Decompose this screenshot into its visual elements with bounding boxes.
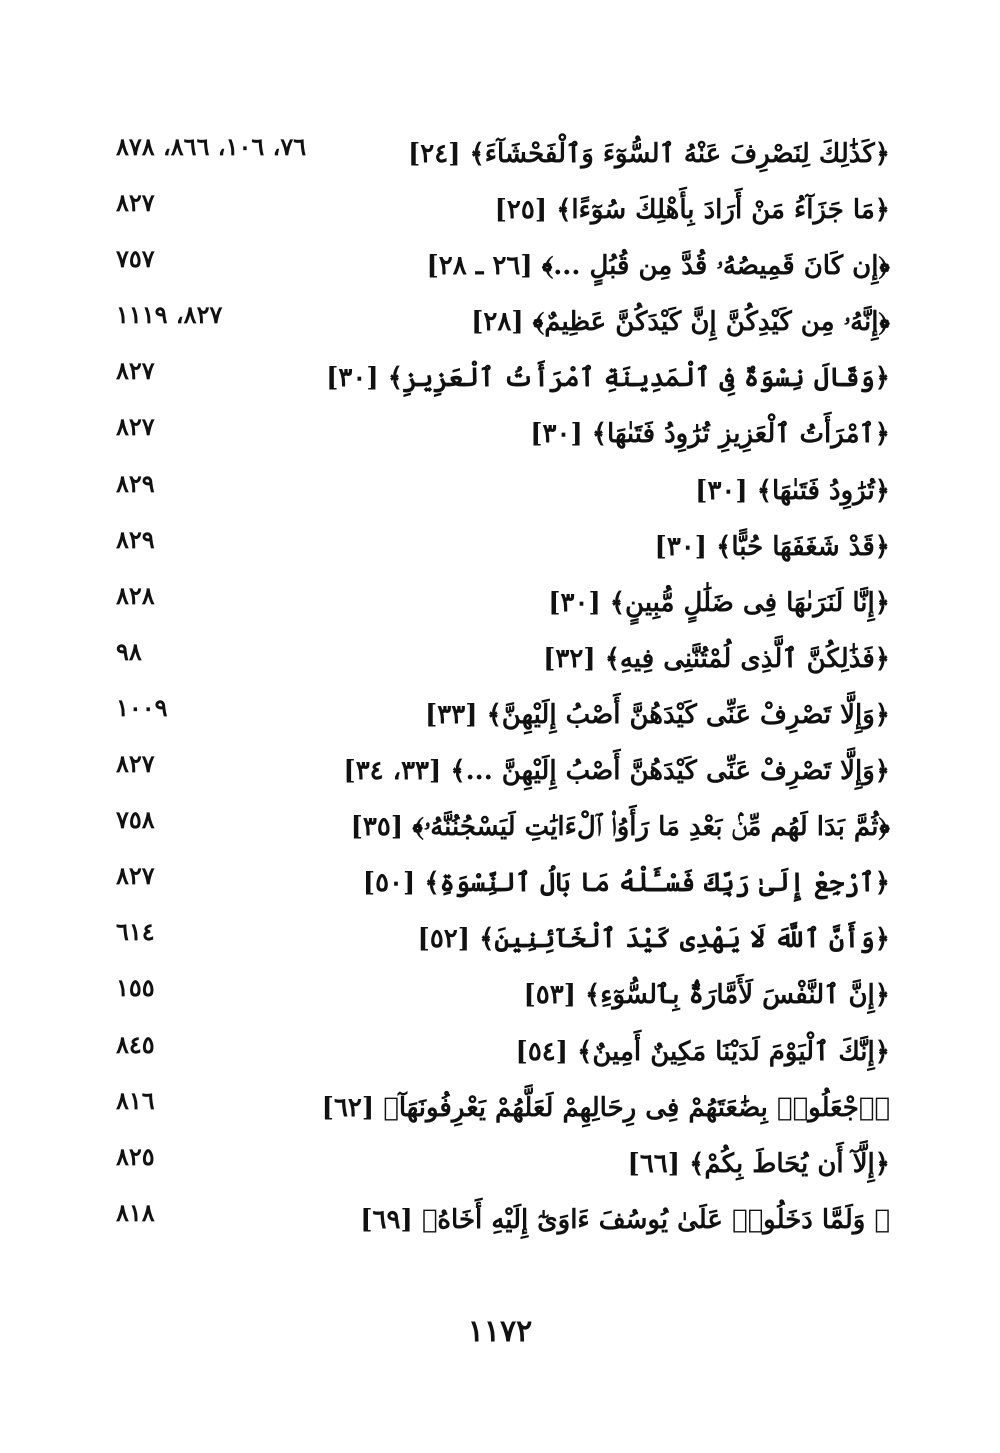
verse-text: ﴿ٱرْجِعْ إِلَىٰ رَبِّكَ فَسْـَٔلْهُ مَا بَالُ ٱلنِّسْوَةِ﴾ [٥٠] — [362, 868, 890, 899]
index-entry — [100, 465, 890, 521]
page-references: ٨٢٧ — [116, 861, 155, 891]
verse-text: ﴿وَأَنَّ ٱللَّهَ لَا يَهْدِى كَيْدَ ٱلْخَآئِنِينَ﴾ [٥٢] — [417, 924, 890, 955]
index-entry — [100, 1026, 890, 1082]
index-entry — [100, 1194, 890, 1250]
page-number: ١١٧٢ — [467, 1314, 533, 1349]
index-entry — [100, 633, 890, 689]
page-references: ٨١٦ — [116, 1085, 155, 1115]
verse-text: ﴿إِن كَانَ قَمِيصُهُۥ قُدَّ مِن قُبُلٍ ...﴾ [٢٦ ـ ٢٨] — [426, 251, 890, 282]
page-references: ٨٢٧، ١١١٩ — [116, 300, 223, 330]
index-entry — [100, 969, 890, 1025]
page-references: ٧٥٨ — [116, 805, 155, 835]
index-entry — [100, 1082, 890, 1138]
index-entry — [100, 801, 890, 857]
index-entry — [100, 128, 890, 184]
verse-text: ﴿تُرَٰوِدُ فَتَىٰهَا﴾ [٣٠] — [695, 475, 890, 506]
verse-text: ﴿إِنَّهُۥ مِن كَيْدِكُنَّ إِنَّ كَيْدَكُنَّ عَظِيمٌ﴾ [٢٨] — [471, 307, 890, 338]
page-references: ١٥٥ — [116, 973, 155, 1003]
verse-text: ﴿ٱجْعَلُوا۟ بِضَٰعَتَهُمْ فِى رِحَالِهِمْ لَعَلَّهُمْ يَعْرِفُونَهَآ﴾ [٦٢] — [321, 1092, 890, 1123]
page-references: ٦١٤ — [116, 917, 155, 947]
page-references: ٨٤٥ — [116, 1029, 155, 1059]
page-references: ٨٢٨ — [116, 580, 155, 610]
page-references: ٨٢٥ — [116, 1141, 155, 1171]
index-entry — [100, 689, 890, 745]
verse-text: ﴿قَدْ شَغَفَهَا حُبًّا﴾ [٣٠] — [654, 531, 890, 562]
verse-text: ﴿إِنَّا لَنَرَىٰهَا فِى ضَلَٰلٍ مُّبِينٍ﴾ [٣٠] — [548, 587, 890, 618]
index-entry — [100, 184, 890, 240]
verse-text: ﴿كَذَٰلِكَ لِنَصْرِفَ عَنْهُ ٱلسُّوٓءَ وَٱلْفَحْشَآءَ﴾ [٢٤] — [407, 139, 890, 169]
verse-text: ﴿ٱمْرَأَتُ ٱلْعَزِيزِ تُرَٰوِدُ فَتَىٰهَا﴾ [٣٠] — [530, 419, 890, 450]
verse-text: ﴿إِنَّكَ ٱلْيَوْمَ لَدَيْنَا مَكِينٌ أَمِينٌ﴾ [٥٤] — [515, 1036, 890, 1067]
page-references: ٨٢٧ — [116, 188, 155, 218]
page-references: ٩٨ — [116, 636, 142, 666]
page-references: ٨٢٩ — [116, 524, 155, 554]
page-references: ٨٢٧ — [116, 356, 155, 386]
page-references: ٨٢٧ — [116, 412, 155, 442]
page-references: ٧٦، ١٠٦، ٨٦٦، ٨٧٨ — [116, 132, 307, 161]
index-entry — [100, 857, 890, 913]
index-entry — [100, 1138, 890, 1194]
verse-text: ﴿ وَلَمَّا دَخَلُوا۟ عَلَىٰ يُوسُفَ ءَاوَىٰٓ إِلَيْهِ أَخَاهُ﴾ [٦٩] — [360, 1204, 890, 1235]
index-entry — [100, 408, 890, 464]
index-entry — [100, 296, 890, 352]
verse-text: ﴿مَا جَزَآءُ مَنْ أَرَادَ بِأَهْلِكَ سُوٓءًا﴾ [٢٥] — [494, 195, 890, 226]
index-entry — [100, 913, 890, 969]
index-entry — [100, 745, 890, 801]
page-references: ٨٢٧ — [116, 749, 155, 779]
verse-text: ﴿إِنَّ ٱلنَّفْسَ لَأَمَّارَةٌۢ بِٱلسُّوٓءِ﴾ [٥٣] — [523, 980, 890, 1011]
verse-text: ﴿فَذَٰلِكُنَّ ٱلَّذِى لُمْتُنَّنِى فِيهِ﴾ [٣٢] — [543, 643, 890, 674]
verse-text: ﴿وَإِلَّا تَصْرِفْ عَنِّى كَيْدَهُنَّ أَصْبُ إِلَيْهِنَّ ...﴾ [٣٣، ٣٤] — [343, 756, 890, 787]
index-entry — [100, 577, 890, 633]
page-references: ١٠٠٩ — [116, 692, 168, 722]
verse-text: ﴿وَقَالَ نِسْوَةٌ فِى ٱلْمَدِينَةِ ٱمْرَأَتُ ٱلْعَزِيزِ﴾ [٣٠] — [326, 363, 890, 394]
index-entry — [100, 521, 890, 577]
verse-text: ﴿وَإِلَّا تَصْرِفْ عَنِّى كَيْدَهُنَّ أَصْبُ إِلَيْهِنَّ﴾ [٣٣] — [424, 699, 890, 730]
index-entry — [100, 240, 890, 296]
verse-index-list — [100, 128, 890, 1250]
page-references: ٧٥٧ — [116, 244, 155, 274]
verse-text: ﴿ثُمَّ بَدَا لَهُم مِّنۢ بَعْدِ مَا رَأَوُا۟ ٱلْءَايَٰتِ لَيَسْجُنُنَّهُۥ﴾ [٣٥] — [350, 812, 890, 843]
page-references: ٨١٨ — [116, 1197, 155, 1227]
page-references: ٨٢٩ — [116, 468, 155, 498]
verse-text: ﴿إِلَّآ أَن يُحَاطَ بِكُمْ﴾ [٦٦] — [627, 1148, 890, 1179]
index-entry — [100, 352, 890, 408]
